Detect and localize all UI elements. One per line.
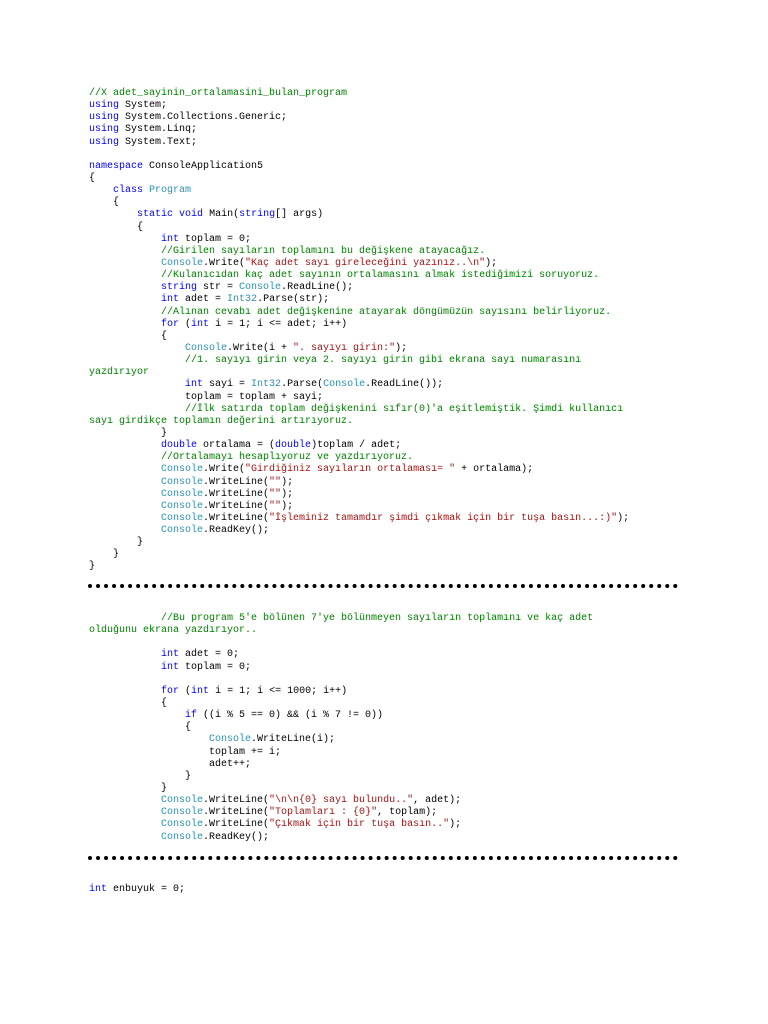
code-line bbox=[89, 112, 629, 124]
code-string: "" bbox=[269, 476, 282, 488]
code-text: .WriteLine(i); bbox=[251, 734, 336, 746]
code-text bbox=[89, 343, 185, 354]
code-keyword: for bbox=[161, 685, 180, 697]
code-text: .WriteLine( bbox=[203, 488, 270, 500]
code-keyword: void bbox=[179, 209, 204, 221]
code-keyword: int bbox=[161, 233, 180, 245]
code-comment: sayı girdikçe toplamın değerini artırıyoruz. bbox=[89, 415, 354, 427]
code-text: } bbox=[89, 561, 96, 573]
code-string: "" bbox=[269, 488, 282, 500]
code-keyword: using bbox=[89, 112, 120, 124]
code-type: Console bbox=[161, 807, 204, 819]
code-line bbox=[89, 440, 629, 452]
code-keyword: using bbox=[89, 100, 120, 112]
code-type: Console bbox=[161, 525, 204, 537]
code-text: ); bbox=[281, 488, 294, 500]
code-line bbox=[89, 88, 629, 100]
code-type: Int32 bbox=[251, 379, 282, 391]
code-line bbox=[89, 489, 629, 501]
code-text bbox=[89, 355, 185, 366]
code-keyword: int bbox=[161, 294, 180, 306]
code-text bbox=[89, 686, 161, 697]
code-line bbox=[89, 525, 629, 537]
code-type: Console bbox=[161, 257, 204, 269]
code-comment: //Girilen sayıların toplamını bu değişkene atayacağız. bbox=[161, 245, 486, 257]
code-line bbox=[89, 246, 629, 258]
code-line bbox=[89, 428, 629, 440]
code-line bbox=[89, 832, 593, 844]
code-text bbox=[89, 477, 161, 488]
code-line bbox=[89, 662, 593, 674]
code-string: ". sayıyı girin:" bbox=[293, 342, 396, 354]
code-line bbox=[89, 124, 629, 136]
code-text: { bbox=[89, 330, 168, 342]
code-text bbox=[89, 404, 185, 415]
code-text: } bbox=[89, 427, 168, 439]
code-line bbox=[89, 137, 629, 149]
code-string: "" bbox=[269, 500, 282, 512]
code-text bbox=[89, 258, 161, 269]
code-line bbox=[89, 258, 629, 270]
code-type: Console bbox=[323, 379, 366, 391]
code-type: Console bbox=[161, 512, 204, 524]
code-line bbox=[89, 649, 593, 661]
code-type: Console bbox=[161, 819, 204, 831]
code-text: .Write( bbox=[203, 257, 246, 269]
code-keyword: int bbox=[89, 884, 108, 895]
code-text: i = 1; i <= 1000; i++) bbox=[209, 685, 348, 697]
code-keyword: int bbox=[185, 379, 204, 391]
code-text: System.Linq; bbox=[119, 124, 198, 136]
dotted-separator bbox=[88, 584, 678, 588]
code-comment: //Alınan cevabı adet değişkenine atayarak döngümüzün sayısını belirliyoruz. bbox=[161, 306, 612, 318]
code-text: { bbox=[89, 697, 168, 709]
code-text: ortalama = ( bbox=[197, 440, 276, 452]
code-keyword: class bbox=[113, 185, 144, 197]
code-line bbox=[89, 686, 593, 698]
code-text bbox=[89, 513, 161, 524]
code-block-enbuyuk bbox=[89, 884, 185, 896]
code-text bbox=[89, 832, 161, 843]
code-line bbox=[89, 613, 593, 625]
code-line bbox=[89, 513, 629, 525]
code-line bbox=[89, 416, 629, 428]
code-type: Int32 bbox=[227, 294, 258, 306]
code-line bbox=[89, 625, 593, 637]
code-text: .ReadLine(); bbox=[281, 282, 354, 294]
code-text: .WriteLine( bbox=[203, 476, 270, 488]
code-text: .WriteLine( bbox=[203, 819, 270, 831]
code-line bbox=[89, 294, 629, 306]
code-string: "\n\n{0} sayı bulundu.." bbox=[269, 795, 414, 807]
code-text bbox=[89, 440, 161, 451]
code-line bbox=[89, 100, 629, 112]
code-keyword: int bbox=[161, 661, 180, 673]
code-type: Console bbox=[161, 500, 204, 512]
code-line bbox=[89, 379, 629, 391]
code-line bbox=[89, 884, 185, 896]
code-text bbox=[89, 246, 161, 257]
code-line bbox=[89, 722, 593, 734]
code-text: } bbox=[89, 782, 168, 794]
code-text: .Parse(str); bbox=[257, 294, 330, 306]
code-type: Console bbox=[239, 282, 282, 294]
code-line bbox=[89, 185, 629, 197]
code-text: , toplam); bbox=[377, 807, 438, 819]
code-comment: //İlk satırda toplam değişkenini sıfır(0)'a eşitlemiştik. Şimdi kullanıcı bbox=[185, 403, 624, 415]
code-line bbox=[89, 404, 629, 416]
code-text bbox=[89, 662, 161, 673]
code-comment: //1. sayıyı girin veya 2. sayıyı girin gibi ekrana sayı numarasını bbox=[185, 355, 582, 367]
code-text: adet = bbox=[179, 294, 228, 306]
code-text: ); bbox=[281, 500, 294, 512]
code-text: .WriteLine( bbox=[203, 807, 270, 819]
code-type: Console bbox=[161, 488, 204, 500]
code-comment: //Ortalamayı hesaplıyoruz ve yazdırıyoruz. bbox=[161, 452, 414, 464]
code-line bbox=[89, 367, 629, 379]
code-text: ( bbox=[179, 318, 192, 330]
code-text: .ReadKey(); bbox=[203, 525, 270, 537]
code-text: sayi = bbox=[203, 379, 252, 391]
code-text: [] args) bbox=[275, 209, 324, 221]
code-text: { bbox=[89, 172, 96, 184]
code-comment: //Bu program 5'e bölünen 7'ye bölünmeyen sayıların toplamını ve kaç adet bbox=[161, 613, 594, 624]
code-line bbox=[89, 149, 629, 161]
code-type: Program bbox=[149, 185, 192, 197]
code-text bbox=[89, 319, 161, 330]
code-string: "Kaç adet sayı gireleceğini yazınız..\n" bbox=[245, 257, 486, 269]
code-keyword: static bbox=[137, 209, 174, 221]
code-keyword: double bbox=[275, 440, 312, 452]
code-text: { bbox=[89, 197, 120, 209]
code-keyword: for bbox=[161, 318, 180, 330]
code-text: } bbox=[89, 537, 144, 549]
code-line bbox=[89, 747, 593, 759]
code-string: "Toplamları : {0}" bbox=[269, 807, 378, 819]
code-keyword: int bbox=[161, 649, 180, 661]
code-keyword: using bbox=[89, 124, 120, 136]
code-line bbox=[89, 222, 629, 234]
code-line bbox=[89, 464, 629, 476]
code-type: Console bbox=[209, 734, 252, 746]
code-line bbox=[89, 561, 629, 573]
code-text: ); bbox=[617, 512, 630, 524]
code-text: ); bbox=[485, 257, 498, 269]
code-text: System; bbox=[119, 100, 168, 112]
code-line bbox=[89, 734, 593, 746]
code-keyword: string bbox=[161, 282, 198, 294]
code-text: enbuyuk = 0; bbox=[107, 884, 186, 895]
code-line bbox=[89, 637, 593, 649]
code-line bbox=[89, 355, 629, 367]
code-text bbox=[89, 795, 161, 806]
code-text: ((i % 5 == 0) && (i % 7 != 0)) bbox=[197, 710, 384, 722]
code-text: ); bbox=[281, 476, 294, 488]
code-line bbox=[89, 331, 629, 343]
code-text: ); bbox=[395, 342, 408, 354]
code-type: Console bbox=[161, 831, 204, 843]
code-text bbox=[89, 452, 161, 463]
code-keyword: if bbox=[185, 710, 198, 722]
code-text: i = 1; i <= adet; i++) bbox=[209, 318, 348, 330]
code-text: System.Collections.Generic; bbox=[119, 112, 288, 124]
code-line bbox=[89, 282, 629, 294]
code-text: str = bbox=[197, 282, 240, 294]
code-keyword: string bbox=[239, 209, 276, 221]
code-line bbox=[89, 173, 629, 185]
code-text: .Write( bbox=[203, 464, 246, 476]
code-keyword: using bbox=[89, 136, 120, 148]
code-line bbox=[89, 807, 593, 819]
code-type: Console bbox=[161, 476, 204, 488]
code-text bbox=[89, 464, 161, 475]
code-text: .WriteLine( bbox=[203, 500, 270, 512]
code-text: System.Text; bbox=[119, 136, 198, 148]
code-line bbox=[89, 319, 629, 331]
code-line bbox=[89, 270, 629, 282]
code-text: ConsoleApplication5 bbox=[143, 160, 264, 172]
code-text: toplam = toplam + sayi; bbox=[89, 391, 324, 403]
code-type: Console bbox=[185, 342, 228, 354]
code-type: Console bbox=[161, 464, 204, 476]
code-keyword: int bbox=[191, 685, 210, 697]
code-text: + ortalama); bbox=[455, 464, 534, 476]
code-text bbox=[89, 307, 161, 318]
code-keyword: double bbox=[161, 440, 198, 452]
code-line bbox=[89, 392, 629, 404]
code-text: , adet); bbox=[413, 795, 462, 807]
code-text: .ReadKey(); bbox=[203, 831, 270, 843]
code-text bbox=[89, 819, 161, 830]
code-line bbox=[89, 710, 593, 722]
code-text bbox=[89, 270, 161, 281]
code-comment: olduğunu ekrana yazdırıyor.. bbox=[89, 625, 258, 637]
code-text: toplam += i; bbox=[89, 746, 282, 758]
code-line bbox=[89, 698, 593, 710]
code-text: Main( bbox=[203, 209, 240, 221]
code-text bbox=[89, 807, 161, 818]
code-line bbox=[89, 674, 593, 686]
code-text: .Parse( bbox=[281, 379, 324, 391]
code-text bbox=[89, 379, 185, 390]
code-text: .ReadLine()); bbox=[365, 379, 444, 391]
code-text: toplam = 0; bbox=[179, 661, 252, 673]
code-text: } bbox=[89, 549, 120, 561]
code-keyword: namespace bbox=[89, 160, 144, 172]
code-text bbox=[89, 209, 137, 220]
dotted-separator bbox=[88, 856, 678, 860]
code-text bbox=[89, 282, 161, 293]
code-text: ( bbox=[179, 685, 192, 697]
code-text bbox=[89, 734, 209, 745]
code-line bbox=[89, 819, 593, 831]
code-type: Console bbox=[161, 795, 204, 807]
code-text bbox=[89, 294, 161, 305]
code-line bbox=[89, 795, 593, 807]
code-text bbox=[89, 185, 113, 196]
code-text: { bbox=[89, 221, 144, 233]
code-text bbox=[89, 489, 161, 500]
code-comment: yazdırıyor bbox=[89, 367, 150, 379]
code-line bbox=[89, 477, 629, 489]
code-text bbox=[89, 710, 185, 721]
code-line bbox=[89, 783, 593, 795]
code-text bbox=[89, 613, 161, 624]
code-text: .WriteLine( bbox=[203, 795, 270, 807]
code-text: )toplam / adet; bbox=[311, 440, 402, 452]
code-text: ); bbox=[449, 819, 462, 831]
code-text: toplam = 0; bbox=[179, 233, 252, 245]
code-text bbox=[89, 234, 161, 245]
code-block-divisible-sum-program bbox=[89, 613, 593, 844]
code-text bbox=[89, 525, 161, 536]
code-line bbox=[89, 452, 629, 464]
code-string: "İşleminiz tamamdır şimdi çıkmak için bir tuşa basın...:)" bbox=[269, 512, 618, 524]
code-text: adet++; bbox=[89, 758, 252, 770]
code-line bbox=[89, 161, 629, 173]
code-line bbox=[89, 209, 629, 221]
code-line bbox=[89, 759, 593, 771]
code-text: adet = 0; bbox=[179, 649, 240, 661]
code-line bbox=[89, 343, 629, 355]
code-line bbox=[89, 537, 629, 549]
code-text: { bbox=[89, 722, 192, 734]
code-line bbox=[89, 197, 629, 209]
code-text: .WriteLine( bbox=[203, 512, 270, 524]
code-string: "Girdiğiniz sayıların ortalaması= " bbox=[245, 464, 456, 476]
code-string: "Çıkmak için bir tuşa basın.." bbox=[269, 819, 450, 831]
code-block-average-program bbox=[89, 88, 629, 574]
code-text: } bbox=[89, 770, 192, 782]
code-text: .Write(i + bbox=[227, 342, 294, 354]
code-line bbox=[89, 234, 629, 246]
code-comment: //Kulanıcıdan kaç adet sayının ortalamasını almak istediğimizi soruyoruz. bbox=[161, 270, 600, 282]
code-text bbox=[89, 649, 161, 660]
code-line bbox=[89, 501, 629, 513]
code-line bbox=[89, 549, 629, 561]
code-keyword: int bbox=[191, 318, 210, 330]
code-text bbox=[89, 501, 161, 512]
code-line bbox=[89, 307, 629, 319]
code-line bbox=[89, 771, 593, 783]
code-comment: //X adet_sayinin_ortalamasini_bulan_program bbox=[89, 88, 348, 99]
